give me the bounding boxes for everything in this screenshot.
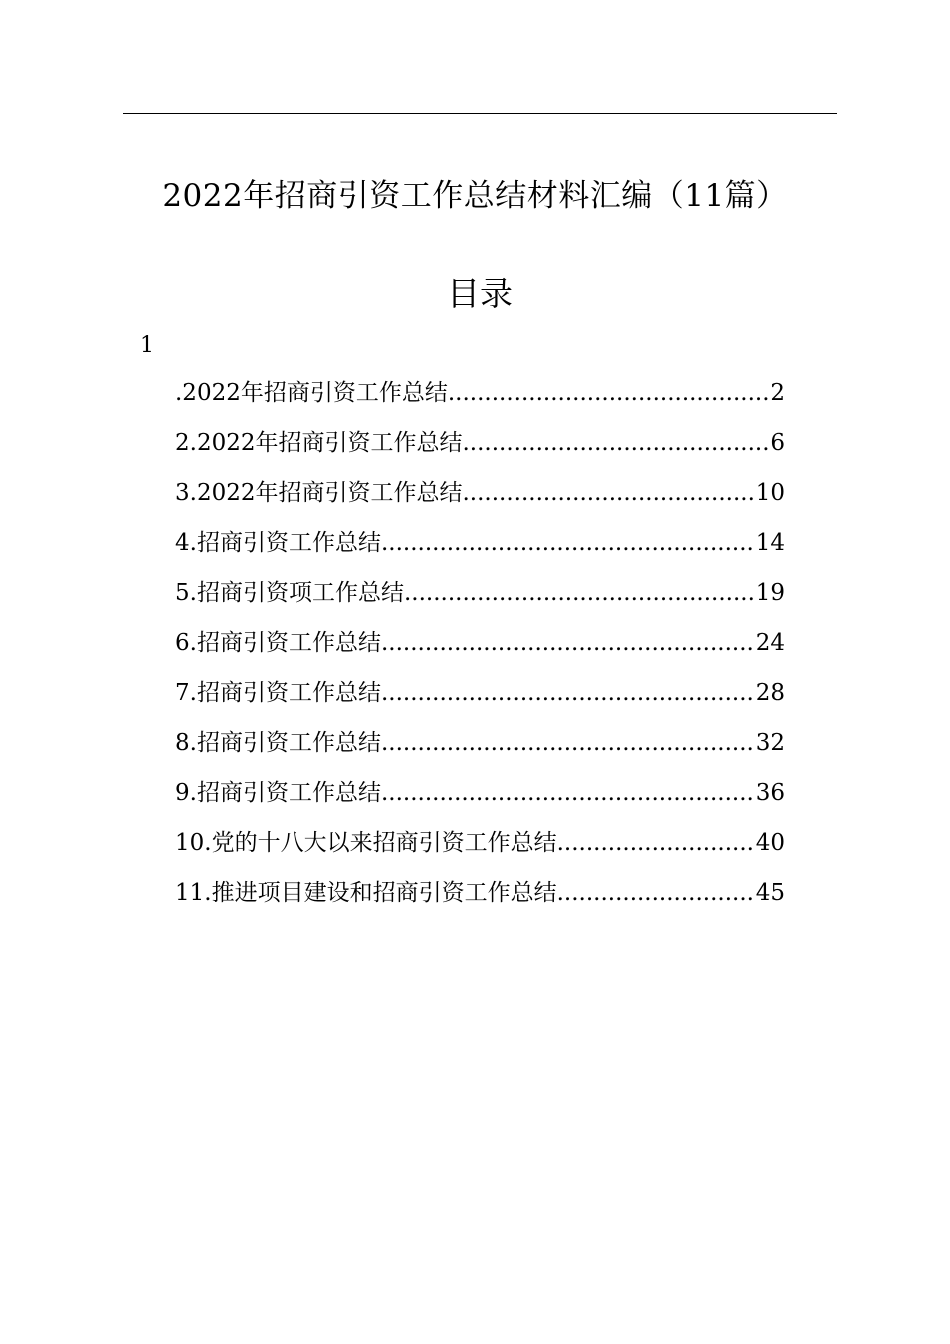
toc-entry[interactable] xyxy=(175,727,785,777)
toc-entry-page: 19 xyxy=(755,580,785,606)
toc-dot-leader xyxy=(462,427,770,459)
toc-entry[interactable] xyxy=(175,877,785,927)
toc-entry-label: 11.推进项目建设和招商引资工作总结 xyxy=(175,880,557,906)
toc-entry-label: 2.2022年招商引资工作总结 xyxy=(175,430,463,456)
toc-entry-label: 7.招商引资工作总结 xyxy=(175,680,381,706)
toc-entry[interactable] xyxy=(175,577,785,627)
header-rule xyxy=(123,113,837,114)
toc-entry[interactable] xyxy=(175,427,785,477)
toc-entry-page: 36 xyxy=(755,780,785,806)
toc-entry[interactable] xyxy=(175,827,785,877)
toc-dot-leader xyxy=(448,377,771,409)
toc-entry[interactable] xyxy=(175,527,785,577)
table-of-contents xyxy=(175,377,785,927)
document-title: 2022年招商引资工作总结材料汇编（11篇） xyxy=(162,178,788,214)
toc-entry-label: 3.2022年招商引资工作总结 xyxy=(175,480,463,506)
toc-entry-label: 9.招商引资工作总结 xyxy=(175,780,381,806)
toc-entry-page: 45 xyxy=(755,880,785,906)
toc-entry-label: 10.党的十八大以来招商引资工作总结 xyxy=(175,830,557,856)
toc-entry[interactable] xyxy=(175,777,785,827)
toc-entry-page: 32 xyxy=(755,730,785,756)
toc-entry-page: 24 xyxy=(755,630,785,656)
toc-entry-label: 8.招商引资工作总结 xyxy=(175,730,381,756)
toc-dot-leader xyxy=(381,527,756,559)
toc-entry-label: 6.招商引资工作总结 xyxy=(175,630,381,656)
toc-heading: 目录 xyxy=(447,274,513,313)
toc-entry-page: 14 xyxy=(755,530,785,556)
toc-entry-page: 2 xyxy=(770,380,785,406)
toc-entry[interactable] xyxy=(175,377,785,427)
toc-dot-leader xyxy=(381,777,756,809)
toc-entry-page: 40 xyxy=(755,830,785,856)
toc-entry[interactable] xyxy=(175,477,785,527)
toc-dot-leader xyxy=(557,827,756,859)
toc-dot-leader xyxy=(381,677,756,709)
toc-entry-page: 6 xyxy=(770,430,785,456)
toc-entry-label: 5.招商引资项工作总结 xyxy=(175,580,404,606)
toc-dot-leader xyxy=(462,477,755,509)
stray-number: 1 xyxy=(140,333,154,358)
toc-entry-label: .2022年招商引资工作总结 xyxy=(175,380,448,406)
toc-entry-page: 28 xyxy=(755,680,785,706)
toc-entry-page: 10 xyxy=(755,480,785,506)
toc-entry-label: 4.招商引资工作总结 xyxy=(175,530,381,556)
toc-dot-leader xyxy=(381,727,756,759)
toc-dot-leader xyxy=(557,877,756,909)
toc-dot-leader xyxy=(404,577,756,609)
toc-entry[interactable] xyxy=(175,627,785,677)
toc-entry[interactable] xyxy=(175,677,785,727)
toc-dot-leader xyxy=(381,627,756,659)
